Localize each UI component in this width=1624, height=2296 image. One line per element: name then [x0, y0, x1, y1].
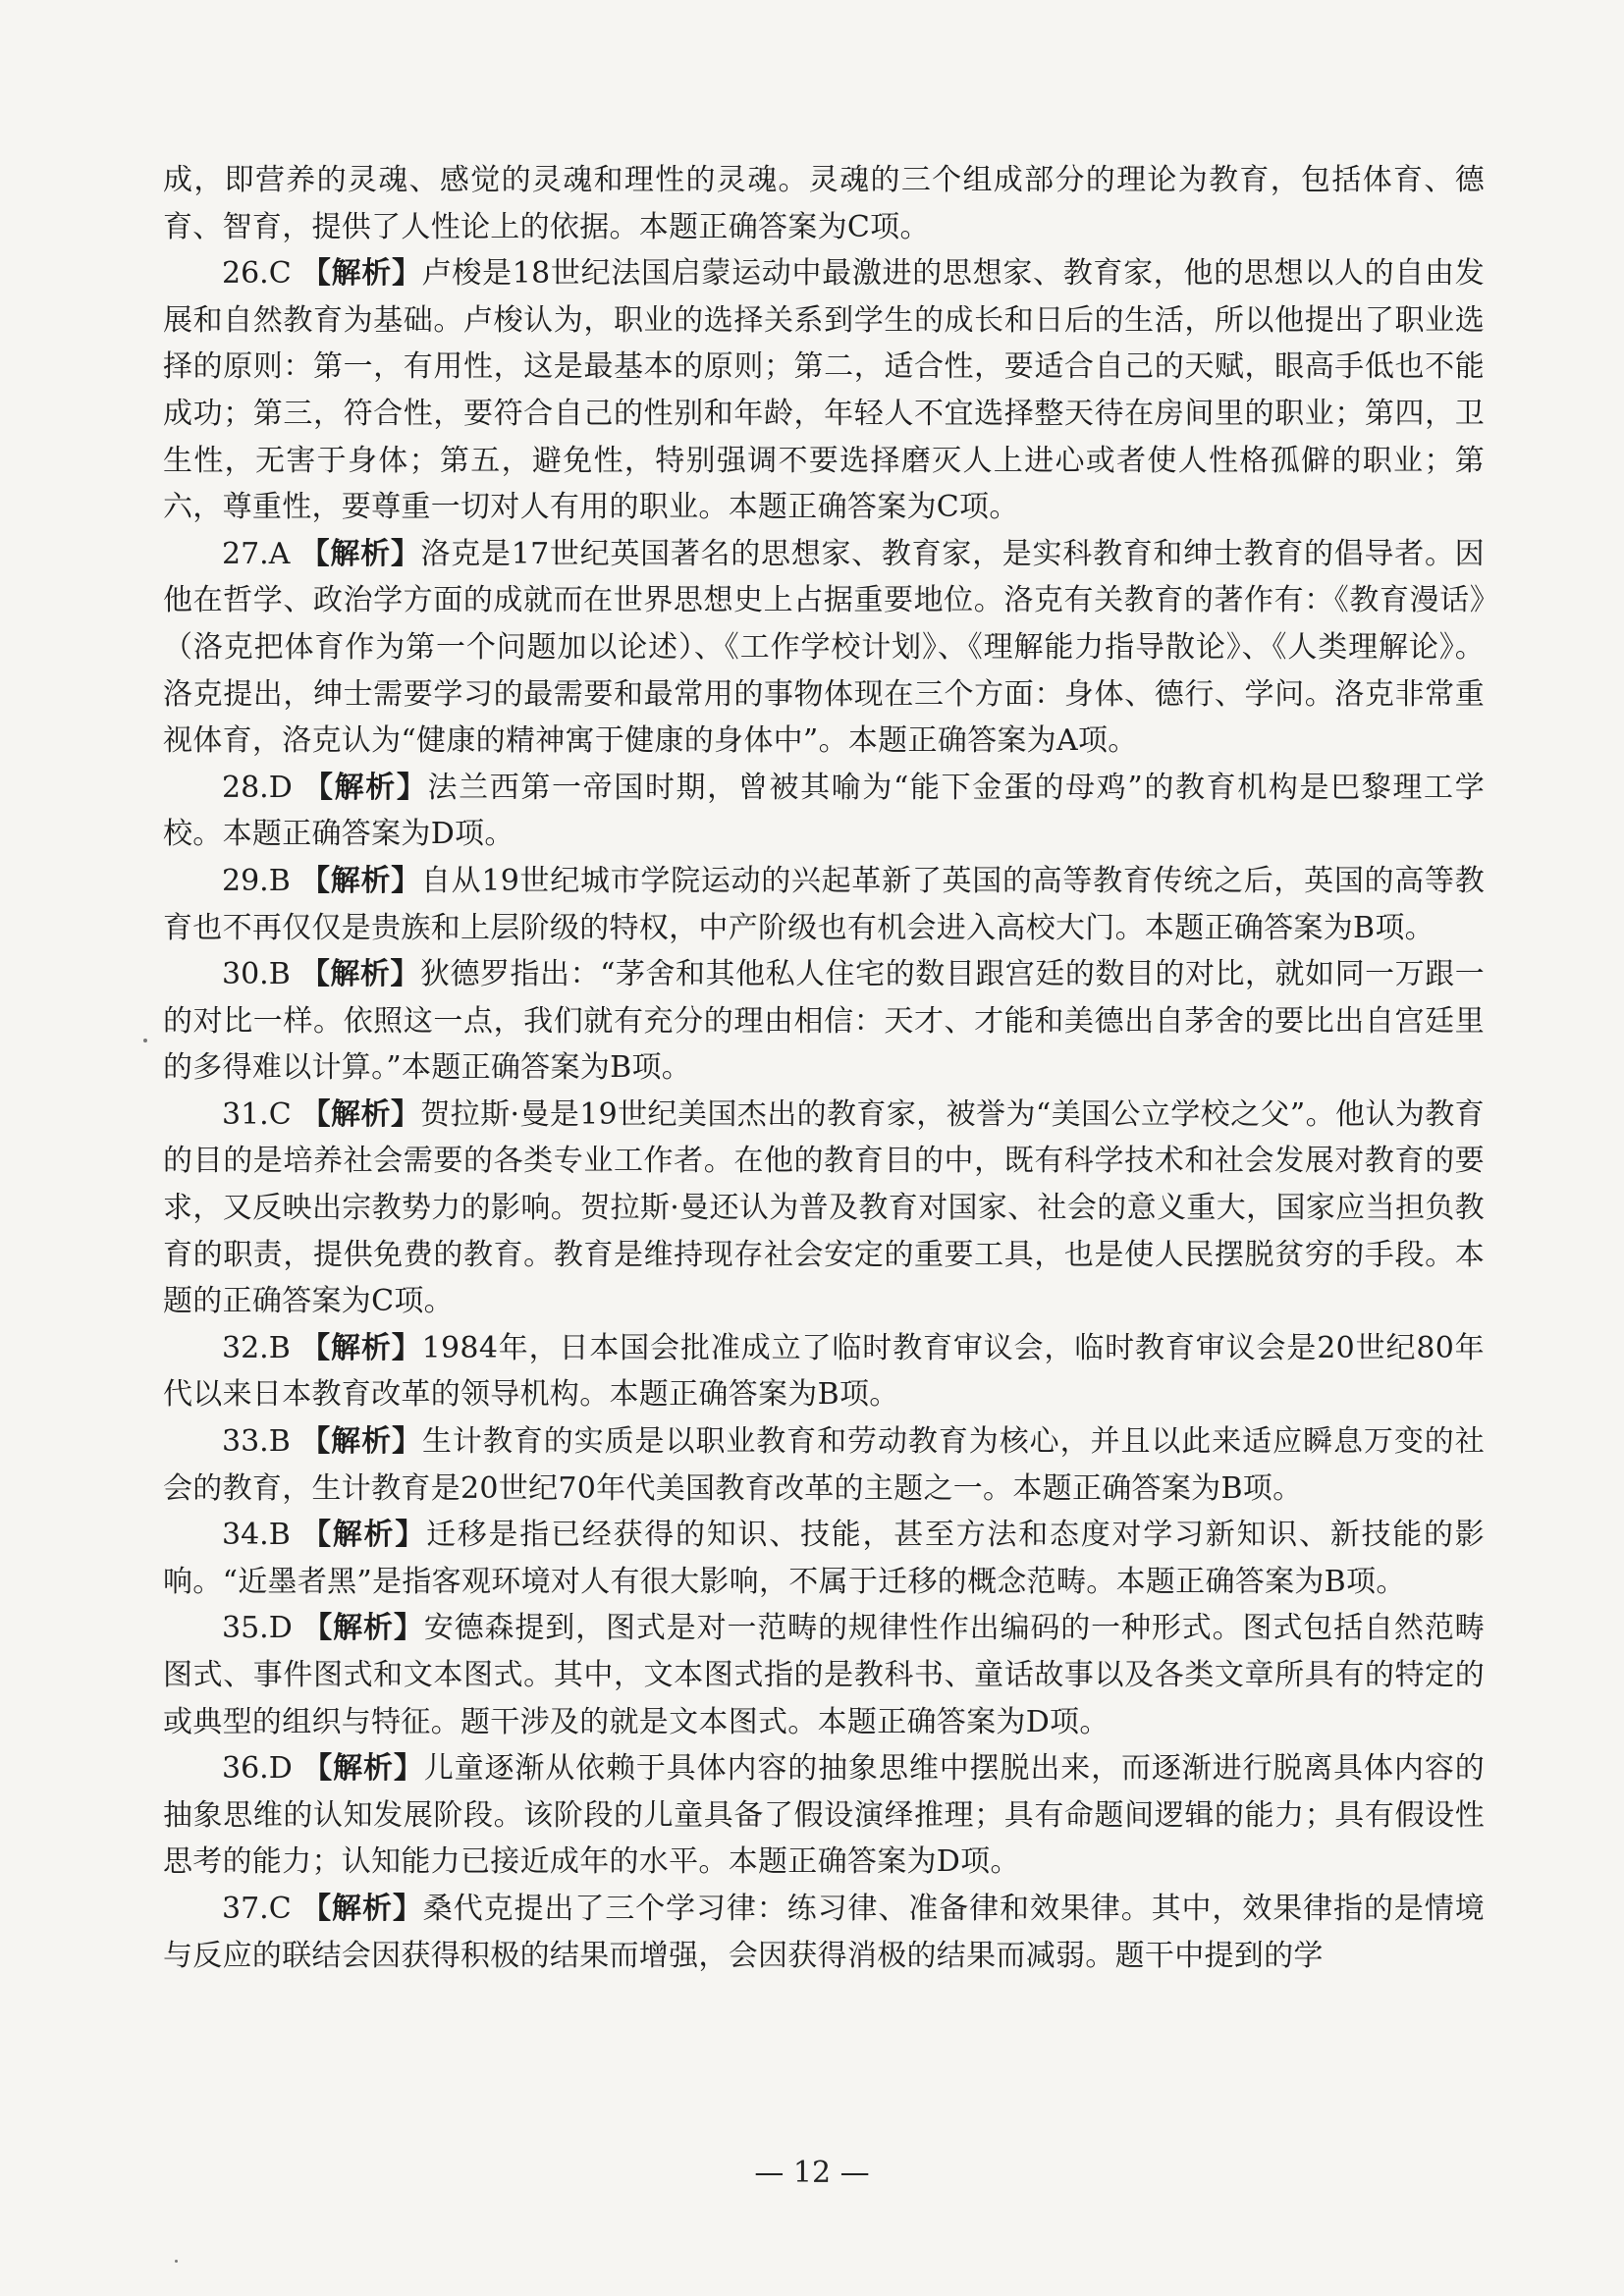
item-text: 安德森提到，图式是对一范畴的规律性作出编码的一种形式。图式包括自然范畴图式、事件图式和文本图式。其中，文本图式指的是教科书、童话故事以及各类文章所具有的特定的或典型的组织与特征。题干涉及的就是文本图式。本题正确答案为D项。	[163, 1611, 1485, 1739]
item-number: 32.B	[222, 1330, 291, 1365]
answer-item-33	[163, 1418, 1485, 1512]
analysis-tag: 【解析】	[299, 536, 421, 571]
item-text: 迁移是指已经获得的知识、技能，甚至方法和态度对学习新知识、新技能的影响。“近墨者黑”是指客观环境对人有很大影响，不属于迁移的概念范畴。本题正确答案为B项。	[163, 1518, 1486, 1599]
analysis-tag: 【解析】	[300, 863, 421, 898]
analysis-tag: 【解析】	[301, 1518, 427, 1553]
item-number: 36.D	[222, 1751, 293, 1787]
answer-item-29	[163, 858, 1485, 951]
item-number: 34.B	[222, 1518, 291, 1553]
item-text: 贺拉斯·曼是19世纪美国杰出的教育家，被誉为“美国公立学校之父”。他认为教育的目的是培养社会需要的各类专业工作者。在他的教育目的中，既有科学技术和社会发展对教育的要求，又反映出宗教势力的影响。贺拉斯·曼还认为普及教育对国家、社会的意义重大，国家应当担负教育的职责，提供免费的教育。教育是维持现存社会安定的重要工具，也是使人民摆脱贫穷的手段。本题的正确答案为C项。	[163, 1096, 1485, 1319]
item-text: 1984年，日本国会批准成立了临时教育审议会，临时教育审议会是20世纪80年代以来日本教育改革的领导机构。本题正确答案为B项。	[163, 1330, 1485, 1413]
answer-item-36	[163, 1745, 1485, 1886]
item-number: 37.C	[222, 1891, 292, 1926]
page-content	[163, 157, 1485, 1979]
item-number: 35.D	[222, 1611, 293, 1646]
item-text: 儿童逐渐从依赖于具体内容的抽象思维中摆脱出来，而逐渐进行脱离具体内容的抽象思维的认知发展阶段。该阶段的儿童具备了假设演绎推理；具有命题间逻辑的能力；具有假设性思考的能力；认知能力已接近成年的水平。本题正确答案为D项。	[163, 1751, 1485, 1880]
analysis-tag: 【解析】	[302, 1751, 424, 1787]
answer-item-31	[163, 1092, 1485, 1325]
item-number: 27.A	[222, 536, 291, 571]
answer-item-37	[163, 1886, 1485, 1979]
item-text: 卢梭是18世纪法国启蒙运动中最激进的思想家、教育家，他的思想以人的自由发展和自然教育为基础。卢梭认为，职业的选择关系到学生的成长和日后的生活，所以他提出了职业选择的原则：第一，有用性，这是最基本的原则；第二，适合性，要适合自己的天赋，眼高手低也不能成功；第三，符合性，要符合自己的性别和年龄，年轻人不宜选择整天待在房间里的职业；第四，卫生性，无害于身体；第五，避免性，特别强调不要选择磨灭人上进心或者使人性格孤僻的职业；第六，尊重性，要尊重一切对人有用的职业。本题正确答案为C项。	[163, 256, 1485, 525]
analysis-tag: 【解析】	[299, 957, 420, 992]
item-number: 29.B	[222, 863, 291, 898]
answer-item-26	[163, 250, 1485, 531]
analysis-tag: 【解析】	[300, 1424, 422, 1460]
item-text: 洛克是17世纪英国著名的思想家、教育家，是实科教育和绅士教育的倡导者。因他在哲学、政治学方面的成就而在世界思想史上占据重要地位。洛克有关教育的著作有：《教育漫话》（洛克把体育作为第一个问题加以论述）、《工作学校计划》、《理解能力指导散论》、《人类理解论》。洛克提出，绅士需要学习的最需要和最常用的事物体现在三个方面：身体、德行、学问。洛克非常重视体育，洛克认为“健康的精神寓于健康的身体中”。本题正确答案为A项。	[163, 536, 1485, 759]
answer-item-27	[163, 531, 1485, 765]
item-text: 自从19世纪城市学院运动的兴起革新了英国的高等教育传统之后，英国的高等教育也不再仅仅是贵族和上层阶级的特权，中产阶级也有机会进入高校大门。本题正确答案为B项。	[163, 863, 1486, 945]
analysis-tag: 【解析】	[300, 1330, 422, 1365]
page-number: — 12 —	[754, 2156, 870, 2190]
answer-item-32	[163, 1325, 1485, 1418]
intro-paragraph: 成，即营养的灵魂、感觉的灵魂和理性的灵魂。灵魂的三个组成部分的理论为教育，包括体育、德育、智育，提供了人性论上的依据。本题正确答案为C项。	[163, 163, 1485, 244]
scan-speck	[175, 2260, 178, 2263]
analysis-tag: 【解析】	[301, 1891, 423, 1926]
answer-item-34	[163, 1512, 1485, 1605]
answer-item-35	[163, 1605, 1485, 1745]
item-text: 桑代克提出了三个学习律：练习律、准备律和效果律。其中，效果律指的是情境与反应的联结会因获得积极的结果而增强，会因获得消极的结果而减弱。题干中提到的学	[163, 1891, 1485, 1973]
item-number: 30.B	[222, 957, 291, 992]
answer-item-30	[163, 951, 1485, 1092]
analysis-tag: 【解析】	[300, 1096, 421, 1132]
scan-speck	[143, 1039, 147, 1042]
item-text: 狄德罗指出：“茅舍和其他私人住宅的数目跟宫廷的数目的对比，就如同一万跟一的对比一样。依照这一点，我们就有充分的理由相信：天才、才能和美德出自茅舍的要比出自宫廷里的多得难以计算。”本题正确答案为B项。	[163, 957, 1485, 1086]
analysis-tag: 【解析】	[300, 256, 422, 292]
answer-item-28	[163, 765, 1485, 858]
analysis-tag: 【解析】	[302, 770, 428, 805]
item-number: 31.C	[222, 1096, 292, 1132]
item-number: 26.C	[222, 256, 292, 292]
analysis-tag: 【解析】	[302, 1611, 424, 1646]
item-number: 28.D	[222, 770, 293, 805]
item-text: 法兰西第一帝国时期，曾被其喻为“能下金蛋的母鸡”的教育机构是巴黎理工学校。本题正确答案为D项。	[163, 770, 1485, 852]
item-number: 33.B	[222, 1424, 291, 1460]
item-text: 生计教育的实质是以职业教育和劳动教育为核心，并且以此来适应瞬息万变的社会的教育，生计教育是20世纪70年代美国教育改革的主题之一。本题正确答案为B项。	[163, 1424, 1486, 1506]
